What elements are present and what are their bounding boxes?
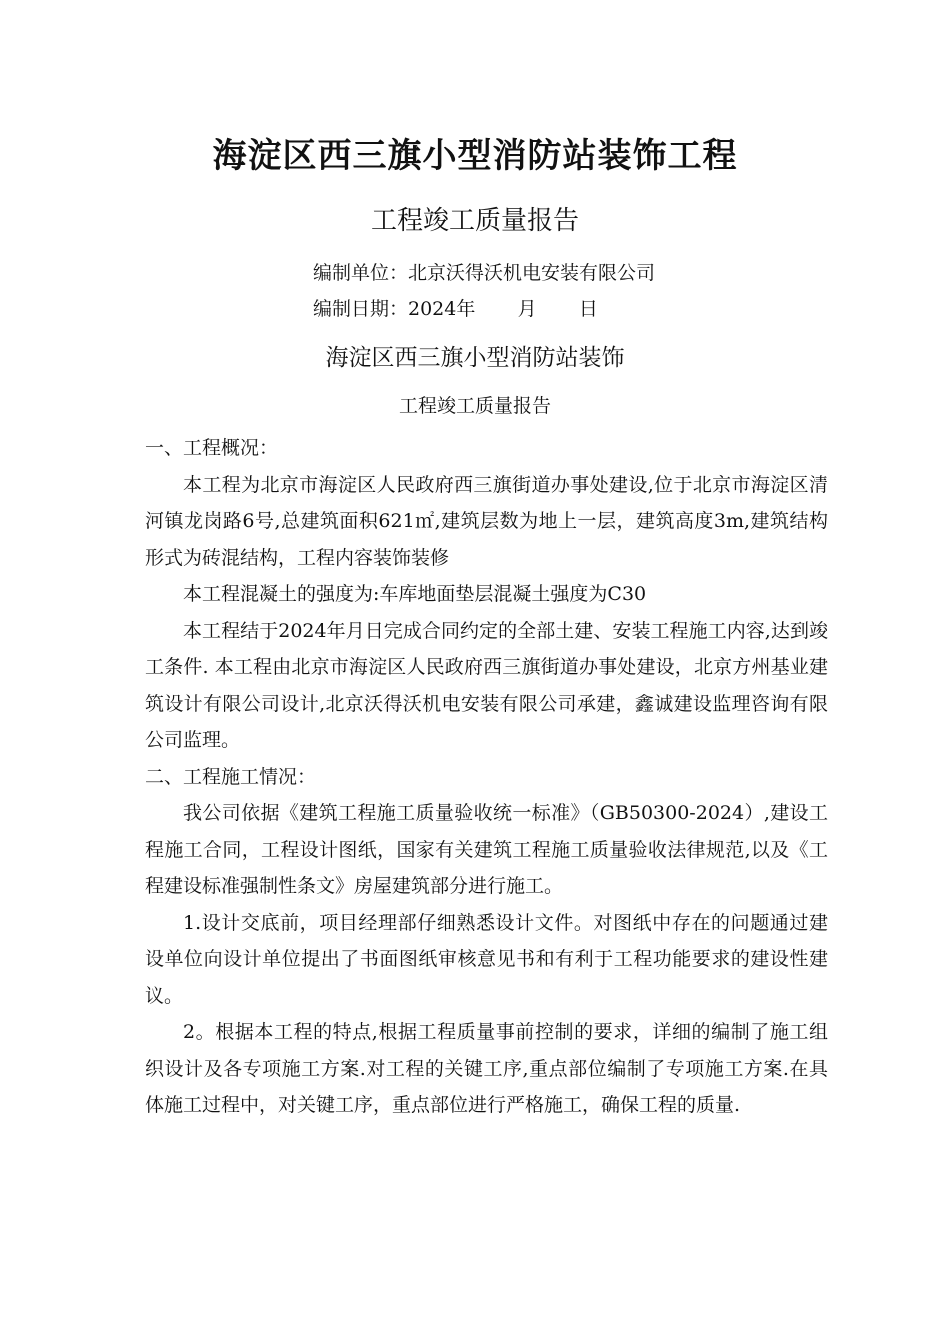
paragraph: 本工程结于2024年月日完成合同约定的全部土建、安装工程施工内容,达到竣工条件. 本工程由北京市海淀区人民政府西三旗街道办事处建设，北京方州基业建筑设计有限公司设计,北京沃得沃机电安装有限公司承建，鑫诚建设监理咨询有限公司监理。 bbox=[145, 619, 828, 751]
paragraph: 我公司依据《建筑工程施工质量验收统一标准》（GB50300-2024）,建设工程施工合同，工程设计图纸，国家有关建筑工程施工质量验收法律规范,以及《工程建设标准强制性条文》房屋建筑部分进行施工。 bbox=[145, 802, 828, 897]
paragraph: 本工程为北京市海淀区人民政府西三旗街道办事处建设,位于北京市海淀区清河镇龙岗路6号,总建筑面积621㎡,建筑层数为地上一层，建筑高度3m,建筑结构形式为砖混结构，工程内容装饰装修 bbox=[145, 473, 828, 569]
document-main-title: 海淀区西三旗小型消防站装饰工程 bbox=[212, 136, 738, 176]
report-body bbox=[145, 430, 828, 1124]
paragraph: 本工程混凝土的强度为:车库地面垫层混凝土强度为C30 bbox=[183, 583, 647, 605]
date-line: 编制日期：2024年 月 日 bbox=[313, 298, 598, 320]
paragraph: 1.设计交底前，项目经理部仔细熟悉设计文件。对图纸中存在的问题通过建设单位向设计单位提出了书面图纸审核意见书和有利于工程功能要求的建设性建议。 bbox=[145, 911, 828, 1007]
document-subtitle: 工程竣工质量报告 bbox=[370, 206, 579, 236]
section-1-heading: 一、工程概况： bbox=[145, 437, 279, 459]
report-subtitle: 工程竣工质量报告 bbox=[398, 395, 551, 417]
report-title: 海淀区西三旗小型消防站装饰 bbox=[325, 345, 625, 371]
compiler-line: 编制单位：北京沃得沃机电安装有限公司 bbox=[313, 262, 656, 284]
section-2-heading: 二、工程施工情况： bbox=[145, 765, 317, 788]
paragraph: 2。根据本工程的特点,根据工程质量事前控制的要求，详细的编制了施工组织设计及各专项施工方案.对工程的关键工序,重点部位编制了专项施工方案.在具体施工过程中，对关键工序，重点部位进行严格施工，确保工程的质量. bbox=[145, 1021, 828, 1116]
